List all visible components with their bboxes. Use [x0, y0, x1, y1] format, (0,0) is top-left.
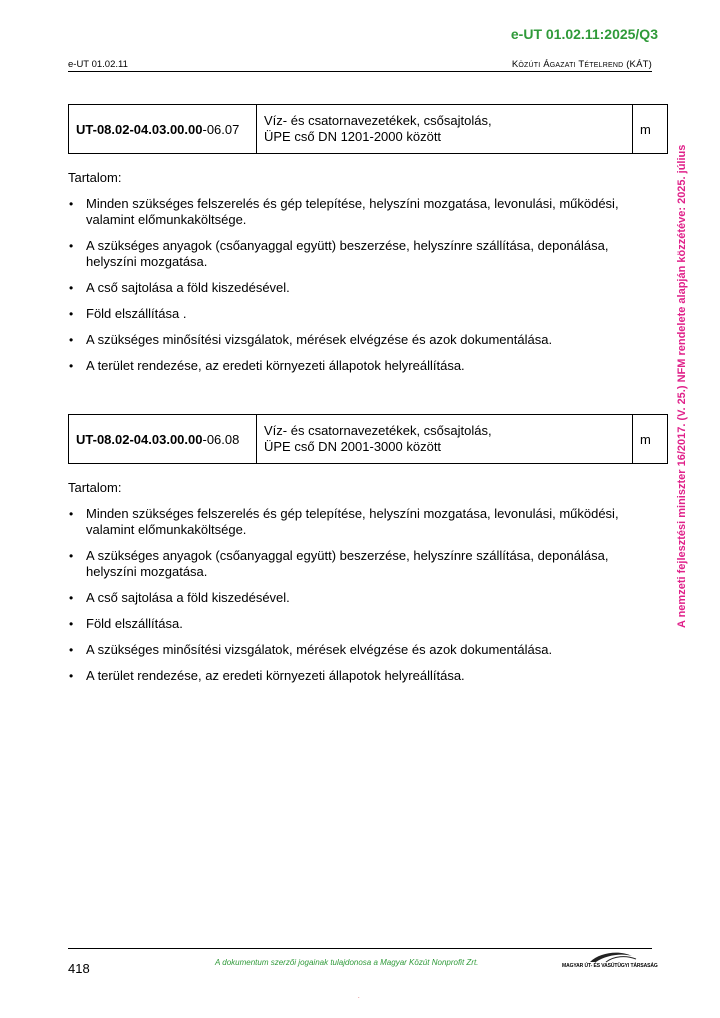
header-divider: [68, 71, 652, 72]
item-table: [68, 104, 668, 154]
footer-divider: [68, 948, 652, 949]
bullet-item: [68, 506, 658, 538]
content-label: Tartalom:: [68, 170, 122, 185]
header-left-label: e-UT 01.02.11: [68, 59, 128, 70]
bullet-text: A terület rendezése, az eredeti környezeti állapotok helyreállítása.: [86, 668, 465, 683]
item-description: [257, 415, 633, 464]
bullet-text: A cső sajtolása a föld kiszedésével.: [86, 590, 290, 605]
bullet-item: [68, 590, 658, 606]
item-unit: m: [633, 105, 668, 154]
bullet-icon: •: [69, 333, 74, 347]
bullet-item: [68, 616, 658, 632]
item-description-line: Víz- és csatornavezetékek, csősajtolás,: [264, 113, 492, 128]
bullet-item: [68, 358, 658, 374]
bullet-text: Minden szükséges felszerelés és gép telepítése, helyszíni mozgatása, levonulási, működési, valamint előmunkaköltsége.: [86, 196, 619, 227]
bullet-icon: •: [69, 307, 74, 321]
bullet-item: [68, 196, 658, 228]
item-code-suffix: -06.08: [202, 431, 240, 447]
bullet-item: [68, 280, 658, 296]
item-code: [69, 415, 257, 464]
bullet-item: [68, 548, 658, 580]
bullet-text: Föld elszállítása .: [86, 306, 187, 321]
logo-swoosh-icon: [562, 950, 656, 964]
bullet-icon: •: [69, 507, 74, 521]
page-number: 418: [68, 961, 90, 976]
bullet-text: A szükséges anyagok (csőanyaggal együtt) beszerzése, helyszínre szállítása, deponálása, helyszíni mozgatása.: [86, 548, 609, 579]
copyright-notice: A dokumentum szerzői jogainak tulajdonosa a Magyar Közút Nonprofit Zrt.: [215, 958, 479, 967]
bullet-item: [68, 332, 658, 348]
bullet-icon: •: [69, 197, 74, 211]
bullet-text: A szükséges minősítési vizsgálatok, mérések elvégzése és azok dokumentálása.: [86, 332, 553, 347]
item-unit: m: [633, 415, 668, 464]
bullet-text: A szükséges anyagok (csőanyaggal együtt) beszerzése, helyszínre szállítása, deponálása, helyszíni mozgatása.: [86, 238, 609, 269]
bullet-text: A cső sajtolása a föld kiszedésével.: [86, 280, 290, 295]
bullet-item: [68, 642, 658, 658]
logo-text: MAGYAR ÚT- ÉS VASÚTÜGYI TÁRSASÁG: [562, 963, 658, 969]
document-code: e-UT 01.02.11:2025/Q3: [510, 26, 658, 42]
bullet-item: [68, 306, 658, 322]
bullet-text: Föld elszállítása.: [86, 616, 183, 631]
item-description-line: ÜPE cső DN 2001-3000 között: [264, 439, 442, 454]
content-bullet-list: [68, 196, 658, 384]
content-label: Tartalom:: [68, 480, 122, 495]
item-code: [69, 105, 257, 154]
item-code-bold: UT-08.02-04.03.00.00: [76, 431, 203, 447]
item-description: [257, 105, 633, 154]
item-code-suffix: -06.07: [202, 121, 240, 137]
content-bullet-list: [68, 506, 658, 694]
company-logo: [562, 950, 656, 972]
bullet-icon: •: [69, 549, 74, 563]
bullet-item: [68, 238, 658, 270]
bullet-icon: •: [69, 643, 74, 657]
bullet-icon: •: [69, 669, 74, 683]
bullet-icon: •: [69, 591, 74, 605]
bullet-icon: •: [69, 281, 74, 295]
bullet-icon: •: [69, 359, 74, 373]
item-description-line: ÜPE cső DN 1201-2000 között: [264, 129, 442, 144]
side-publication-note: A nemzeti fejlesztési miniszter 16/2017. (V. 25.) NFM rendelete alapján közzétéve: 2025. július: [676, 144, 688, 628]
bullet-item: [68, 668, 658, 684]
item-table: [68, 414, 668, 464]
item-description-line: Víz- és csatornavezetékek, csősajtolás,: [264, 423, 492, 438]
bullet-text: A szükséges minősítési vizsgálatok, mérések elvégzése és azok dokumentálása.: [86, 642, 553, 657]
page-mark: .: [358, 994, 360, 1000]
bullet-text: Minden szükséges felszerelés és gép telepítése, helyszíni mozgatása, levonulási, működési, valamint előmunkaköltsége.: [86, 506, 619, 537]
header-right-label: Közúti Ágazati Tételrend (KÁT): [511, 59, 652, 70]
bullet-icon: •: [69, 239, 74, 253]
item-code-bold: UT-08.02-04.03.00.00: [76, 121, 203, 137]
bullet-icon: •: [69, 617, 74, 631]
bullet-text: A terület rendezése, az eredeti környezeti állapotok helyreállítása.: [86, 358, 465, 373]
